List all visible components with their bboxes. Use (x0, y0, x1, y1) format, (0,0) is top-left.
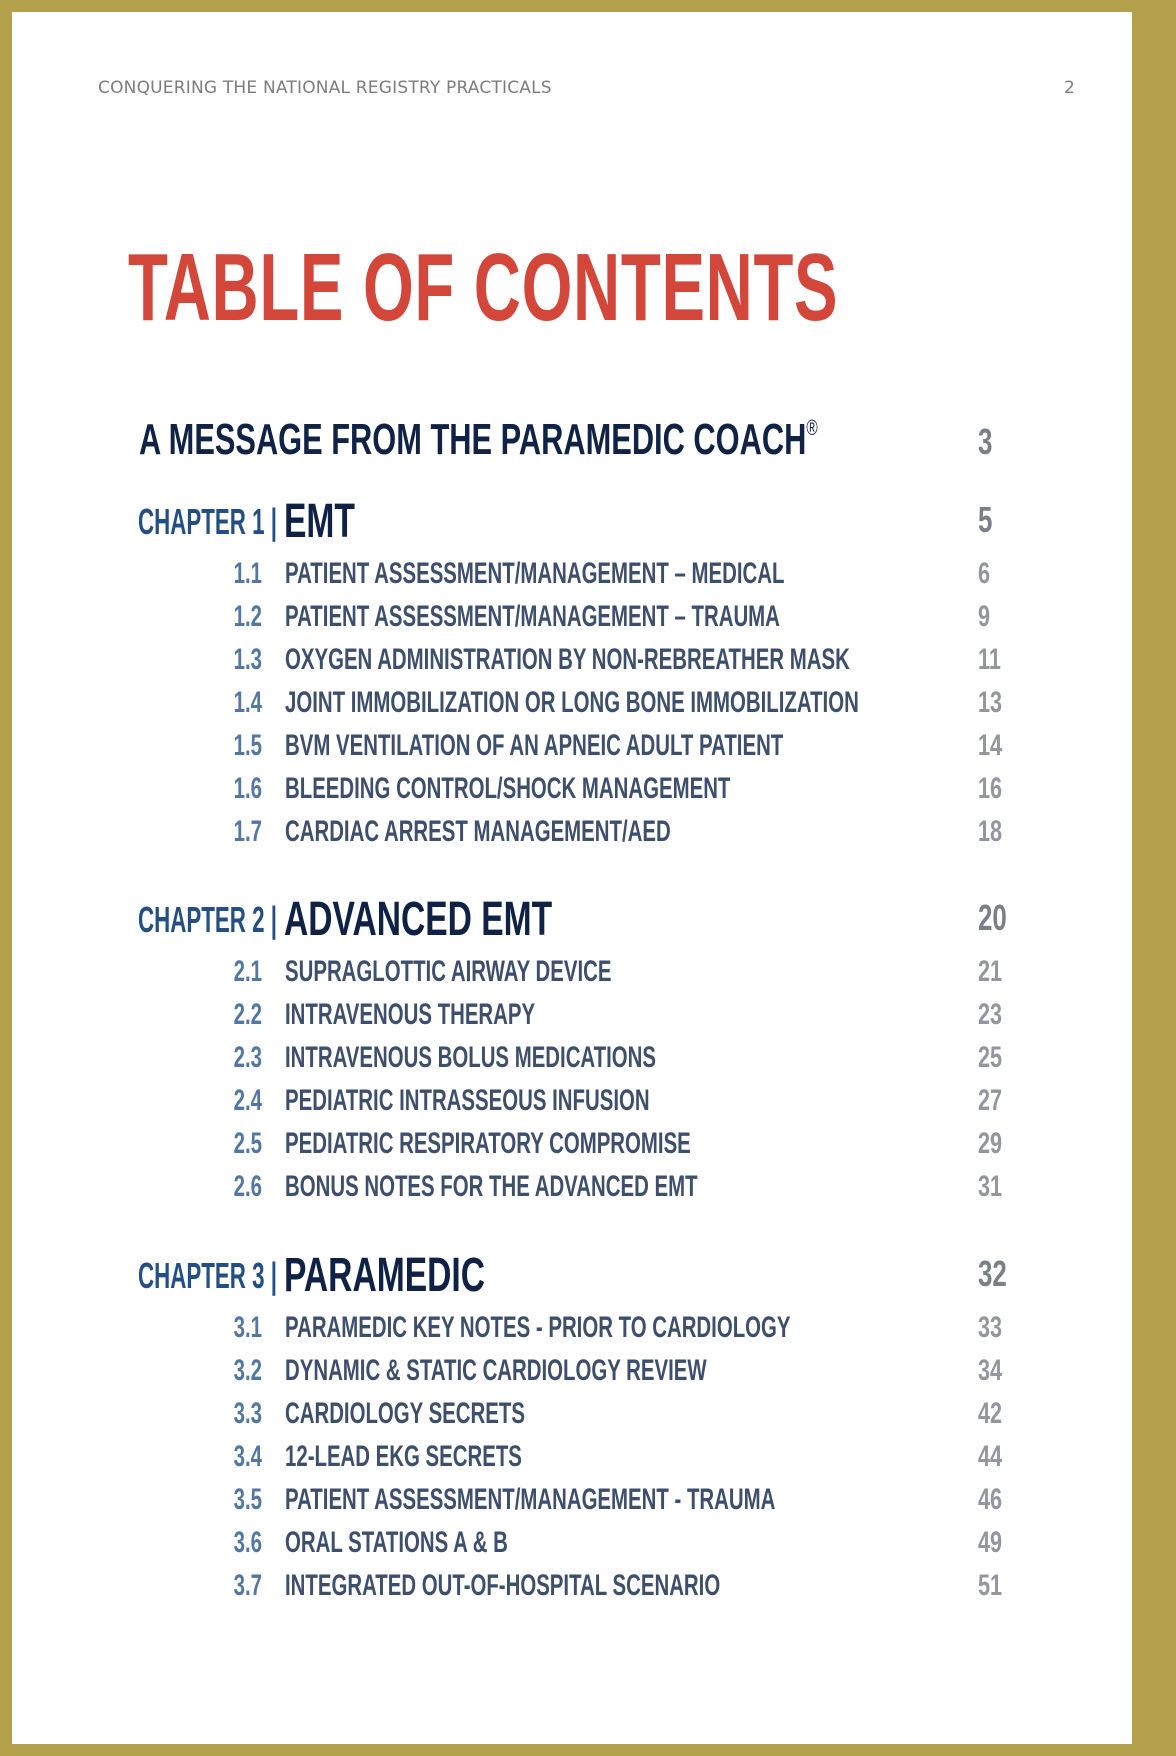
section-number: 3.2 (233, 1354, 262, 1387)
section-number: 3.6 (233, 1526, 262, 1559)
section-page: 13 (978, 686, 1003, 719)
section-page: 49 (978, 1526, 1003, 1559)
section-number: 2.6 (233, 1170, 262, 1203)
section-number: 3.7 (233, 1569, 262, 1602)
section-page: 21 (978, 955, 1003, 988)
section-page: 16 (978, 772, 1003, 805)
section-number: 2.3 (233, 1041, 262, 1074)
section-title[interactable]: JOINT IMMOBILIZATION OR LONG BONE IMMOBILIZATION (285, 686, 859, 719)
section-number: 3.3 (233, 1397, 262, 1430)
section-number: 1.2 (233, 600, 262, 633)
section-page: 51 (978, 1569, 1003, 1602)
section-number: 1.6 (233, 772, 262, 805)
section-page: 23 (978, 998, 1003, 1031)
section-number: 3.1 (233, 1311, 262, 1344)
section-number: 2.2 (233, 998, 262, 1031)
section-title[interactable]: OXYGEN ADMINISTRATION BY NON-REBREATHER MASK (285, 643, 850, 676)
toc-message-entry[interactable] (139, 415, 818, 464)
section-title[interactable]: 12-LEAD EKG SECRETS (285, 1440, 522, 1473)
toc-message-title: A MESSAGE FROM THE PARAMEDIC COACH (139, 415, 807, 464)
document-page (12, 12, 1132, 1744)
section-title[interactable]: PEDIATRIC RESPIRATORY COMPROMISE (285, 1127, 691, 1160)
section-page: 27 (978, 1084, 1003, 1117)
section-page: 34 (978, 1354, 1003, 1387)
section-title[interactable]: CARDIOLOGY SECRETS (285, 1397, 525, 1430)
running-header: CONQUERING THE NATIONAL REGISTRY PRACTICALS (98, 78, 552, 98)
section-title[interactable]: PATIENT ASSESSMENT/MANAGEMENT - TRAUMA (285, 1483, 776, 1516)
section-page: 18 (978, 815, 1003, 848)
toc-message-page: 3 (978, 421, 993, 462)
section-title[interactable]: PARAMEDIC KEY NOTES - PRIOR TO CARDIOLOGY (285, 1311, 791, 1344)
chapter-label: CHAPTER 1 | (138, 501, 277, 542)
section-page: 31 (978, 1170, 1003, 1203)
chapter-title[interactable]: ADVANCED EMT (284, 893, 553, 946)
section-title[interactable]: CARDIAC ARREST MANAGEMENT/AED (285, 815, 671, 848)
section-page: 11 (978, 643, 1001, 676)
section-number: 1.3 (233, 643, 262, 676)
section-title[interactable]: PATIENT ASSESSMENT/MANAGEMENT – TRAUMA (285, 600, 780, 633)
toc-title: TABLE OF CONTENTS (128, 234, 839, 341)
section-page: 6 (978, 557, 991, 590)
section-title[interactable]: INTEGRATED OUT-OF-HOSPITAL SCENARIO (285, 1569, 721, 1602)
section-title[interactable]: BLEEDING CONTROL/SHOCK MANAGEMENT (285, 772, 731, 805)
chapter-page: 20 (978, 897, 1007, 938)
section-title[interactable]: INTRAVENOUS THERAPY (285, 998, 536, 1031)
section-page: 33 (978, 1311, 1003, 1344)
section-title[interactable]: BONUS NOTES FOR THE ADVANCED EMT (285, 1170, 698, 1203)
section-number: 1.4 (233, 686, 262, 719)
section-page: 46 (978, 1483, 1003, 1516)
section-number: 1.1 (233, 557, 262, 590)
page-number: 2 (1064, 78, 1075, 98)
chapter-title[interactable]: PARAMEDIC (284, 1249, 485, 1302)
section-title[interactable]: SUPRAGLOTTIC AIRWAY DEVICE (285, 955, 612, 988)
section-number: 2.1 (233, 955, 262, 988)
section-title[interactable]: BVM VENTILATION OF AN APNEIC ADULT PATIENT (285, 729, 784, 762)
section-number: 2.4 (233, 1084, 262, 1117)
section-number: 1.7 (233, 815, 262, 848)
chapter-label: CHAPTER 3 | (138, 1255, 277, 1296)
section-title[interactable]: PATIENT ASSESSMENT/MANAGEMENT – MEDICAL (285, 557, 785, 590)
section-number: 3.5 (233, 1483, 262, 1516)
chapter-label: CHAPTER 2 | (138, 899, 277, 940)
chapter-title[interactable]: EMT (284, 495, 355, 548)
section-number: 1.5 (233, 729, 262, 762)
chapter-page: 32 (978, 1253, 1007, 1294)
section-title[interactable]: DYNAMIC & STATIC CARDIOLOGY REVIEW (285, 1354, 707, 1387)
section-number: 2.5 (233, 1127, 262, 1160)
section-page: 42 (978, 1397, 1003, 1430)
section-number: 3.4 (233, 1440, 262, 1473)
section-title[interactable]: PEDIATRIC INTRASSEOUS INFUSION (285, 1084, 650, 1117)
section-page: 14 (978, 729, 1003, 762)
section-title[interactable]: INTRAVENOUS BOLUS MEDICATIONS (285, 1041, 656, 1074)
section-page: 44 (978, 1440, 1003, 1473)
section-page: 29 (978, 1127, 1003, 1160)
section-page: 25 (978, 1041, 1003, 1074)
registered-trademark: ® (806, 415, 818, 440)
section-page: 9 (978, 600, 991, 633)
section-title[interactable]: ORAL STATIONS A & B (285, 1526, 508, 1559)
chapter-page: 5 (978, 499, 993, 540)
